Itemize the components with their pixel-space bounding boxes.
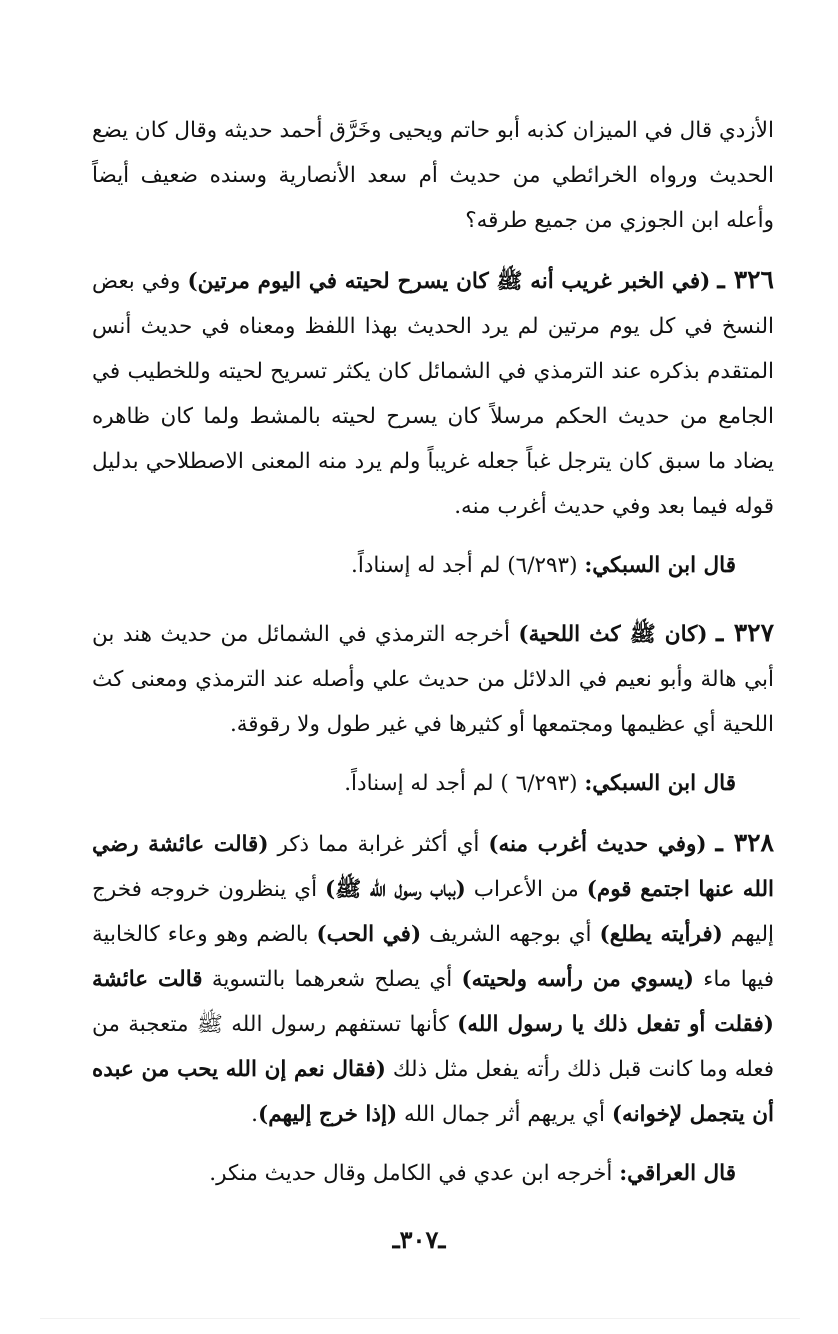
entry-quote: (بباب رسول الله ﷺ) [325,877,466,902]
entry-commentary: أي ينظرون خروجه فخرج إليهم [92,877,775,947]
entry-quote: (قالت عائشة رضي الله عنها اجتمع قوم) [92,832,774,902]
entry-quote: (كان ﷺ كث اللحية) [518,622,708,647]
entry-commentary: كأنها تستفهم رسول الله ﷺ متعجبة من فعله وما كانت قبل ذلك رأته يفعل مثل ذلك [92,1012,774,1082]
page-number: ـ٣٠٧ـ [392,1225,446,1254]
entry-commentary: أي يصلح شعرهما بالتسوية [202,967,462,992]
entry-quote: قالت عائشة (فقلت أو تفعل ذلك يا رسول الله) [92,967,774,1037]
entry-quote: (فقال نعم إن الله يحب من عبده أن يتجمل لإخوانه) [92,1057,774,1127]
entry-number: ٣٢٧ ـ [716,618,775,647]
entry-number: ٣٢٨ ـ [715,828,774,857]
entry-quote: (في الخبر غريب أنه ﷺ كان يسرح لحيته في اليوم مرتين) [187,269,711,294]
page-edge-divider [40,1318,800,1319]
note-text: أخرجه ابن عدي في الكامل وقال حديث منكر. [209,1161,613,1186]
entry-quote: (وفي حديث أغرب منه) [488,832,707,857]
entry-326 [92,257,774,529]
entry-quote: (فرأيته يطلع) [599,922,723,947]
note-text: (٦/٢٩٣ ) لم أجد له إسناداً. [344,771,578,796]
paragraph-azdi [92,108,774,243]
entry-commentary: أخرجه الترمذي في الشمائل من حديث هند بن أبي هالة وأبو نعيم في الدلائل من حديث علي وأصله عند الترمذي ومعنى كث اللحية أي عظيمها ومجتمعها أو كثيرها في غير طول ولا رقوقة. [92,622,774,737]
note-text: (٦/٢٩٣) لم أجد له إسناداً. [351,553,578,578]
paragraph-text: الأزدي قال في الميزان كذبه أبو حاتم ويحيى وخَرَّق أحمد حديثه وقال كان يضع الحديث ورواه الخرائطي من حديث أم سعد الأنصارية وسنده ضعيف أيضاً وأعله ابن الجوزي من جميع طرقه؟ [92,118,774,233]
entry-commentary: بالضم وهو وعاء كالخابية فيها ماء [92,922,774,992]
entry-quote: (في الحب) [316,922,422,947]
entry-commentary: من الأعراب [465,877,587,902]
entry-commentary: أي بوجهه الشريف [421,922,600,947]
subki-note-327 [92,761,774,806]
entry-number: ٣٢٦ ـ [717,265,774,294]
entry-commentary: وفي بعض النسخ في كل يوم مرتين لم يرد الحديث بهذا اللفظ ومعناه في حديث أنس المتقدم بذكره عند الترمذي في الشمائل كان يكثر تسريح لحيته وللخطيب في الجامع من حديث الحكم مرسلاً كان يسرح لحيته بالمشط ولما كان ظاهره يضاد ما سبق كان يترجل غباً جعله غريباً ولم يرد منه المعنى الاصطلاحي بدليل قوله فيما بعد وفي حديث أغرب منه. [92,269,774,519]
entry-328 [92,820,774,1137]
entry-commentary: أي أكثر غرابة مما ذكر [268,832,489,857]
entry-commentary: . [251,1102,259,1127]
entry-commentary: أي يريهم أثر جمال الله [397,1102,612,1127]
note-label: قال ابن السبكي: [584,553,736,578]
entry-327 [92,610,774,747]
entry-quote: (يسوي من رأسه ولحيته) [461,967,694,992]
iraqi-note-328 [92,1151,774,1196]
entry-quote: (إذا خرج إليهم) [258,1102,398,1127]
subki-note-326 [92,543,774,588]
note-label: قال ابن السبكي: [584,771,736,796]
page-body [92,108,774,1196]
note-label: قال العراقي: [619,1161,736,1186]
